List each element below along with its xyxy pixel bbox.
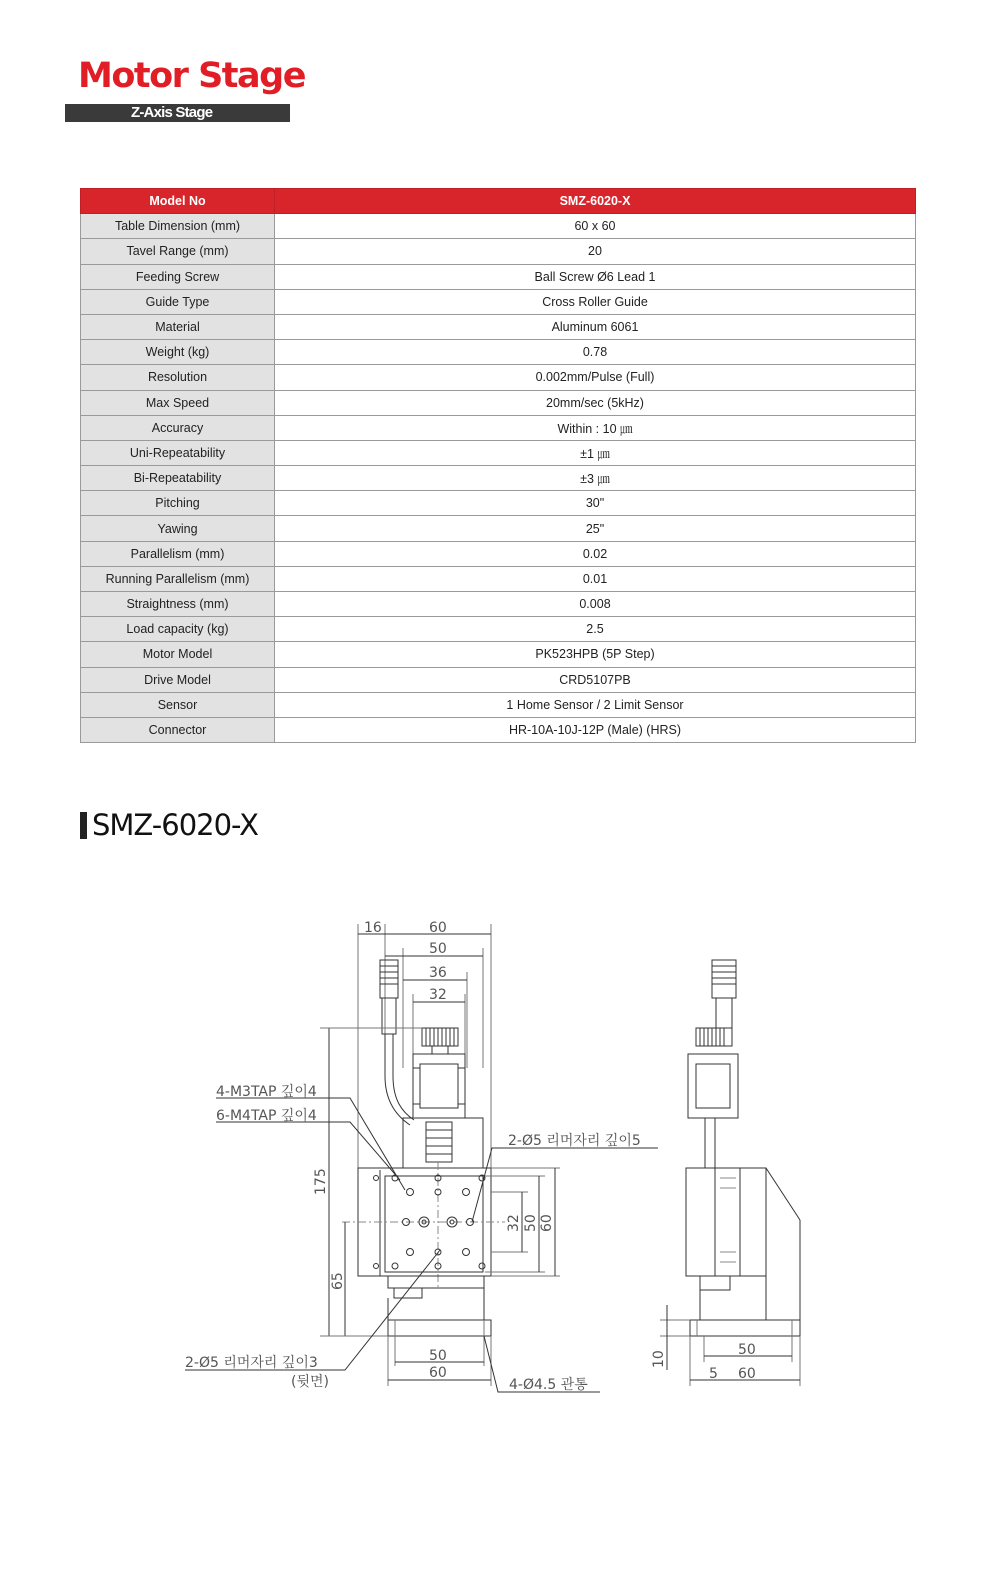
spec-header-value: SMZ-6020-X: [275, 189, 916, 214]
spec-value: 30": [275, 491, 916, 516]
drawing-title-text: SMZ-6020-X: [92, 808, 258, 842]
page-title: Motor Stage: [78, 56, 305, 96]
spec-value: 20mm/sec (5kHz): [275, 390, 916, 415]
spec-label: Running Parallelism (mm): [81, 566, 275, 591]
table-row: [81, 617, 916, 642]
side-dim-10: 10: [651, 1350, 667, 1368]
spec-table-body: [81, 214, 916, 743]
side-dim-50: 50: [738, 1342, 756, 1358]
spec-label: Accuracy: [81, 415, 275, 440]
table-row: [81, 717, 916, 742]
callout-through: 4-Ø4.5 관통: [509, 1377, 588, 1393]
spec-label: Load capacity (kg): [81, 617, 275, 642]
table-row: [81, 365, 916, 390]
callout-ream-back-note: (뒷면): [291, 1374, 329, 1390]
technical-drawing: [0, 900, 1000, 1420]
dim-60-top: 60: [429, 920, 447, 936]
spec-value: 0.008: [275, 592, 916, 617]
spec-table: [80, 188, 916, 743]
front-view: [185, 924, 658, 1392]
spec-label: Pitching: [81, 491, 275, 516]
title-bar-marker: [80, 812, 87, 839]
spec-value: ±1 ㎛: [275, 440, 916, 465]
side-view: [660, 960, 800, 1386]
table-row: [81, 289, 916, 314]
page-subtitle: Z-Axis Stage: [65, 104, 290, 122]
dim-50-right: 50: [523, 1214, 539, 1232]
table-row: [81, 390, 916, 415]
spec-value: 0.01: [275, 566, 916, 591]
table-row: [81, 314, 916, 339]
dim-32-right: 32: [506, 1214, 522, 1232]
spec-label: Parallelism (mm): [81, 541, 275, 566]
spec-value: PK523HPB (5P Step): [275, 642, 916, 667]
table-row: [81, 340, 916, 365]
spec-label: Bi-Repeatability: [81, 466, 275, 491]
dim-175: 175: [313, 1168, 329, 1195]
spec-label: Connector: [81, 717, 275, 742]
table-row: [81, 592, 916, 617]
spec-label: Drive Model: [81, 667, 275, 692]
dim-60-bottom: 60: [429, 1365, 447, 1381]
spec-value: 2.5: [275, 617, 916, 642]
table-row: [81, 566, 916, 591]
dim-60-right: 60: [539, 1214, 555, 1232]
spec-label: Sensor: [81, 692, 275, 717]
spec-label: Tavel Range (mm): [81, 239, 275, 264]
table-row: [81, 692, 916, 717]
table-row: [81, 440, 916, 465]
table-row: [81, 667, 916, 692]
spec-label: Table Dimension (mm): [81, 214, 275, 239]
spec-label: Weight (kg): [81, 340, 275, 365]
spec-label: Max Speed: [81, 390, 275, 415]
spec-value: ±3 ㎛: [275, 466, 916, 491]
dim-36: 36: [429, 965, 447, 981]
spec-value: 60 x 60: [275, 214, 916, 239]
callout-ream-back: 2-Ø5 리머자리 깊이3: [185, 1355, 318, 1371]
dim-65: 65: [330, 1272, 346, 1290]
table-row: [81, 466, 916, 491]
spec-value: 20: [275, 239, 916, 264]
drawing-title: [80, 808, 258, 842]
dim-16: 16: [364, 920, 382, 936]
table-row: [81, 214, 916, 239]
spec-value: 0.78: [275, 340, 916, 365]
spec-value: Aluminum 6061: [275, 314, 916, 339]
spec-value: 0.002mm/Pulse (Full): [275, 365, 916, 390]
spec-label: Material: [81, 314, 275, 339]
spec-value: Cross Roller Guide: [275, 289, 916, 314]
table-row: [81, 264, 916, 289]
spec-value: Ball Screw Ø6 Lead 1: [275, 264, 916, 289]
table-row: [81, 239, 916, 264]
spec-table-header-row: [81, 189, 916, 214]
spec-value: HR-10A-10J-12P (Male) (HRS): [275, 717, 916, 742]
spec-label: Yawing: [81, 516, 275, 541]
dim-50-top: 50: [429, 941, 447, 957]
spec-label: Straightness (mm): [81, 592, 275, 617]
callout-m4tap: 6-M4TAP 깊이4: [216, 1108, 317, 1124]
table-row: [81, 415, 916, 440]
spec-label: Guide Type: [81, 289, 275, 314]
spec-label: Uni-Repeatability: [81, 440, 275, 465]
spec-value: CRD5107PB: [275, 667, 916, 692]
spec-value: 25": [275, 516, 916, 541]
table-row: [81, 491, 916, 516]
dim-50-bottom: 50: [429, 1348, 447, 1364]
side-dim-5: 5: [709, 1366, 718, 1382]
spec-value: 1 Home Sensor / 2 Limit Sensor: [275, 692, 916, 717]
spec-header-label: Model No: [81, 189, 275, 214]
spec-label: Feeding Screw: [81, 264, 275, 289]
spec-value: Within : 10 ㎛: [275, 415, 916, 440]
spec-label: Motor Model: [81, 642, 275, 667]
table-row: [81, 516, 916, 541]
side-dim-60: 60: [738, 1366, 756, 1382]
spec-value: 0.02: [275, 541, 916, 566]
callout-ream-top: 2-Ø5 리머자리 깊이5: [508, 1133, 641, 1149]
table-row: [81, 541, 916, 566]
table-row: [81, 642, 916, 667]
dim-32-top: 32: [429, 987, 447, 1003]
spec-label: Resolution: [81, 365, 275, 390]
callout-m3tap: 4-M3TAP 깊이4: [216, 1084, 317, 1100]
